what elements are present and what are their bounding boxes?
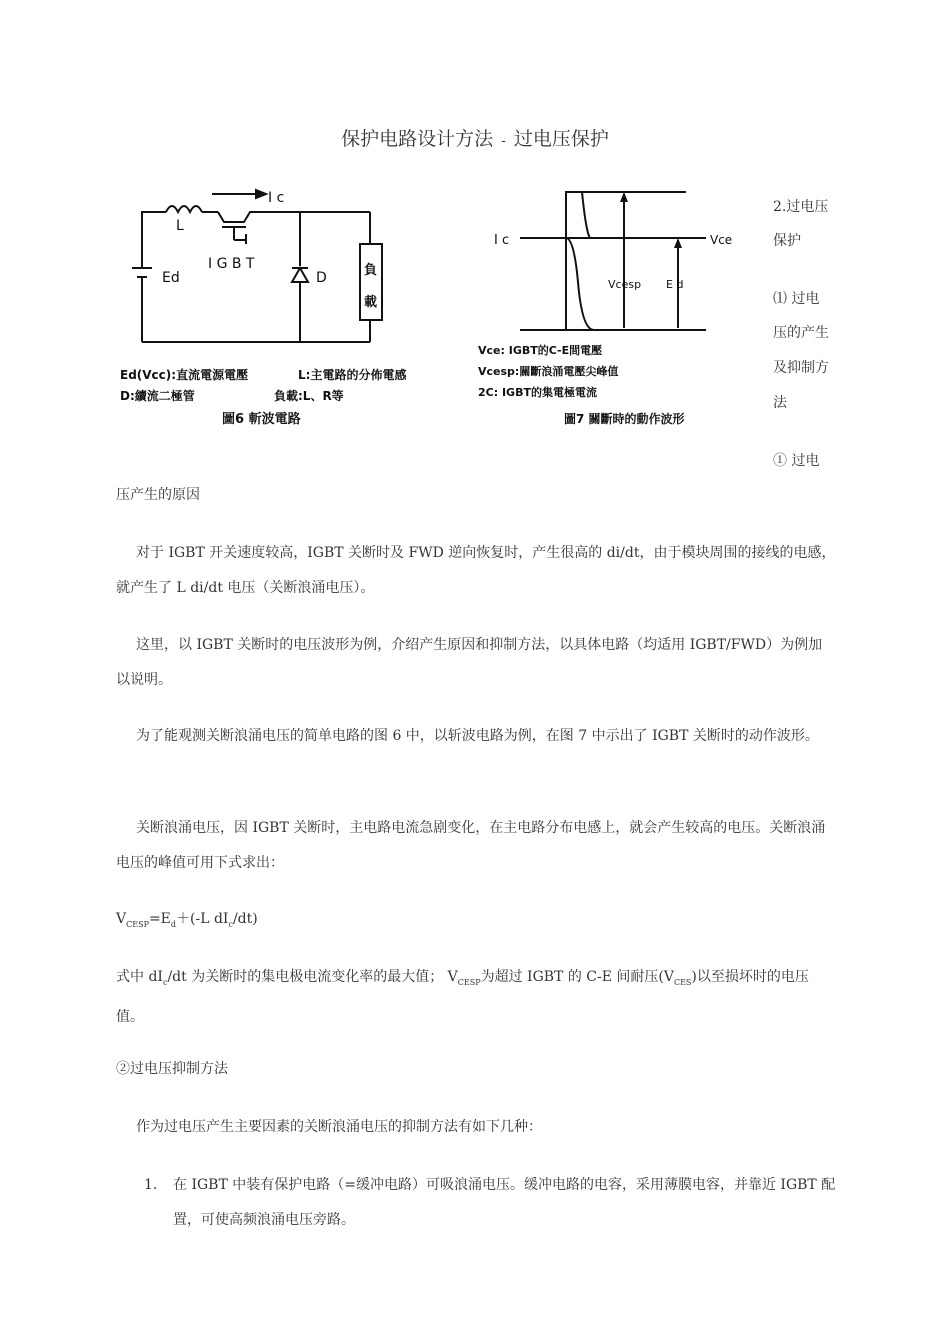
side-line-3: ⑴ 过电 bbox=[773, 291, 820, 307]
igbt-symbol bbox=[218, 212, 300, 222]
ic-waveform bbox=[520, 238, 594, 330]
fig7-e-label: E d bbox=[666, 278, 684, 291]
p5-sub-c: c bbox=[162, 978, 168, 987]
p5-a: 式中 dI bbox=[116, 969, 163, 985]
formula-v: V bbox=[116, 911, 127, 927]
side-line-5: 及抑制方 bbox=[773, 360, 829, 376]
page-title bbox=[0, 124, 950, 151]
fig7-vcesp-label: Vcesp bbox=[608, 278, 642, 291]
formula-mid: =E bbox=[148, 911, 171, 927]
fig6-ic-label: I c bbox=[268, 190, 285, 206]
fig7-legend-2: Vcesp:關斷浪涌電壓尖峰值 bbox=[478, 365, 619, 378]
formula-sub-c: c bbox=[228, 920, 233, 929]
list-item-1: 在 IGBT 中装有保护电路（=缓冲电路）可吸浪涌电压。缓冲电路的电容，采用薄膜电容，并靠近 IGBT 配置，可使高频浪涌电压旁路。 bbox=[173, 1177, 836, 1228]
vcesp-arrow-head bbox=[620, 192, 628, 202]
side-line-2: 保护 bbox=[773, 233, 801, 249]
side-line-6: 法 bbox=[773, 395, 787, 411]
paragraph-5 bbox=[116, 960, 836, 1035]
paragraph-4: 关断浪涌电压，因 IGBT 关断时，主电路电流急剧变化，在主电路分布电感上，就会产生较高的电压。关断浪涌电压的峰值可用下式求出： bbox=[116, 820, 826, 871]
p5-b: /dt 为关断时的集电极电流变化率的最大值； V bbox=[167, 969, 458, 985]
diode-symbol bbox=[292, 268, 308, 282]
formula-end: /dt) bbox=[232, 911, 258, 927]
title-dash: - bbox=[501, 133, 506, 149]
paragraph-2: 这里，以 IGBT 关断时的电压波形为例，介绍产生原因和抑制方法，以具体电路（均适用 IGBT/FWD）为例加以说明。 bbox=[116, 637, 823, 688]
p5-sub-cesp: CESP bbox=[457, 978, 481, 987]
formula-sub-cesp: CESP bbox=[126, 920, 149, 929]
formula-rest: ＋(-L dI bbox=[176, 911, 229, 927]
fig6-caption: 圖6 斬波電路 bbox=[222, 412, 301, 427]
title-main: 保护电路设计方法 bbox=[341, 128, 494, 150]
fig6-legend-2b: 負載:L、R等 bbox=[274, 389, 344, 403]
paragraph-3: 为了能观测关断浪涌电压的简单电路的图 6 中，以斩波电路为例，在图 7 中示出了 IGBT 关断时的动作波形。 bbox=[136, 728, 819, 744]
paragraph-0: 压产生的原因 bbox=[116, 487, 200, 503]
figure-7-turnoff-waveform bbox=[474, 182, 744, 432]
title-sub: 过电压保护 bbox=[513, 128, 609, 150]
fig6-load-bottom: 載 bbox=[364, 295, 378, 310]
fig6-legend-1a: Ed(Vcc):直流電源電壓 bbox=[120, 368, 249, 382]
side-line-1: 2.过电压 bbox=[773, 199, 829, 215]
ic-arrow-head bbox=[256, 190, 266, 198]
side-line-4: 压的产生 bbox=[773, 325, 829, 341]
figure-6-chopper-circuit bbox=[118, 182, 448, 432]
fig6-legend-1b: L:主電路的分佈電感 bbox=[298, 368, 407, 382]
formula-sub-d: d bbox=[170, 920, 177, 929]
list-item-1-number: 1. bbox=[144, 1177, 158, 1193]
fig7-legend-1: Vce: IGBT的C-E間電壓 bbox=[478, 344, 603, 357]
fig7-legend-3: 2C: IGBT的集電極電流 bbox=[478, 386, 597, 399]
fig7-ic-label: I c bbox=[494, 233, 510, 248]
paragraph-1: 对于 IGBT 开关速度较高，IGBT 关断时及 FWD 逆向恢复时，产生很高的 di/dt，由于模块周围的接线的电感，就产生了 L di/dt 电压（关断浪涌电压）。 bbox=[116, 545, 836, 596]
paragraph-6-heading: ②过电压抑制方法 bbox=[116, 1061, 228, 1077]
fig6-load-top: 負 bbox=[364, 263, 378, 278]
fig6-d-label: D bbox=[316, 270, 327, 286]
p5-c: 为超过 IGBT 的 C-E 间耐压(V bbox=[480, 969, 674, 985]
fig6-igbt-label: I G B T bbox=[208, 256, 255, 272]
side-line-7: ① 过电 bbox=[773, 453, 820, 469]
paragraph-7: 作为过电压产生主要因素的关断浪涌电压的抑制方法有如下几种： bbox=[136, 1119, 542, 1135]
p5-d: )以至损坏时的电压值。 bbox=[116, 969, 809, 1025]
fig6-l-label: L bbox=[176, 218, 184, 234]
p5-sub-ces: CES bbox=[673, 978, 692, 987]
fig6-legend-2a: D:續流二極管 bbox=[120, 389, 195, 403]
fig7-caption: 圖7 關斷時的動作波形 bbox=[564, 412, 685, 426]
vce-waveform bbox=[566, 192, 706, 330]
fig7-vce-label: Vce bbox=[710, 233, 733, 247]
inductor-symbol bbox=[166, 206, 202, 212]
fig6-ed-label: Ed bbox=[162, 270, 180, 286]
formula bbox=[116, 902, 836, 942]
e-arrow-head bbox=[674, 238, 682, 248]
